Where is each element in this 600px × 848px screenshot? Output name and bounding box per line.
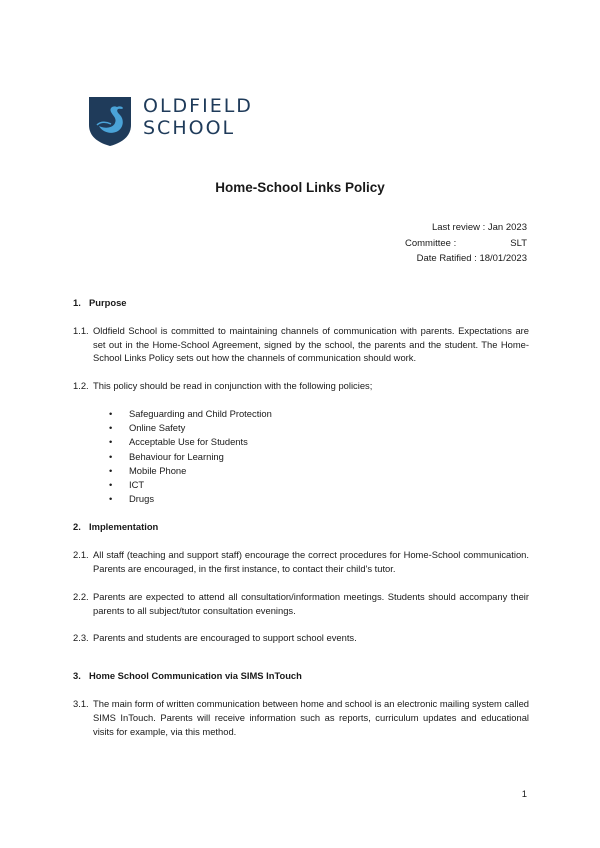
- last-review: Last review : Jan 2023: [431, 222, 527, 233]
- committee-value: SLT: [510, 237, 527, 249]
- list-item: • Acceptable Use for Students: [109, 436, 248, 448]
- list-item: • Drugs: [109, 493, 155, 505]
- paragraph: 1.2. This policy should be read in conjunction with the following policies;: [73, 380, 373, 392]
- page-number: 1: [521, 789, 527, 800]
- logo-line-2: SCHOOL: [143, 117, 236, 139]
- paragraph: 2.3. Parents and students are encouraged to support school events.: [73, 632, 357, 644]
- review-info: [405, 220, 527, 267]
- paragraph: 2.2. Parents are expected to attend all consultation/information meetings. Students should accompany their parents to all subject/tutor consultation evenings.: [73, 590, 529, 616]
- list-item: • Behaviour for Learning: [109, 450, 224, 462]
- paragraph: 1.1. Oldfield School is committed to maintaining channels of communication with parents. Expectations are set out in the Home-School Agreement, signed by the school, the parents and the student. The Home-School Links Policy sets out how the channels of communication should work.: [73, 324, 529, 364]
- document-title: Home-School Links Policy: [215, 180, 385, 195]
- swan-crest-icon: [87, 95, 133, 147]
- section-heading: 1. Purpose: [73, 297, 127, 308]
- paragraph: 2.1. All staff (teaching and support staff) encourage the correct procedures for Home-School communication. Parents are encouraged, in the first instance, to contact their child's tutor.: [73, 549, 529, 574]
- school-logo: [87, 95, 253, 147]
- document-body: [73, 296, 529, 738]
- list-item: • Safeguarding and Child Protection: [109, 407, 272, 419]
- section-heading: 2. Implementation: [73, 521, 159, 533]
- list-item: • Online Safety: [109, 422, 186, 434]
- paragraph: 3.1. The main form of written communication between home and school is an electronic mailing system called SIMS InTouch. Parents will receive information such as reports, curriculum updates and educational visits for example, via this method.: [73, 697, 529, 737]
- section-heading: 3. Home School Communication via SIMS InTouch: [73, 670, 302, 682]
- logo-line-1: OLDFIELD: [143, 95, 253, 117]
- committee-label: Committee :: [405, 237, 457, 249]
- list-item: • Mobile Phone: [109, 464, 187, 476]
- policy-list: [109, 407, 529, 506]
- list-item: • ICT: [109, 479, 145, 490]
- date-ratified: Date Ratified : 18/01/2023: [416, 253, 527, 264]
